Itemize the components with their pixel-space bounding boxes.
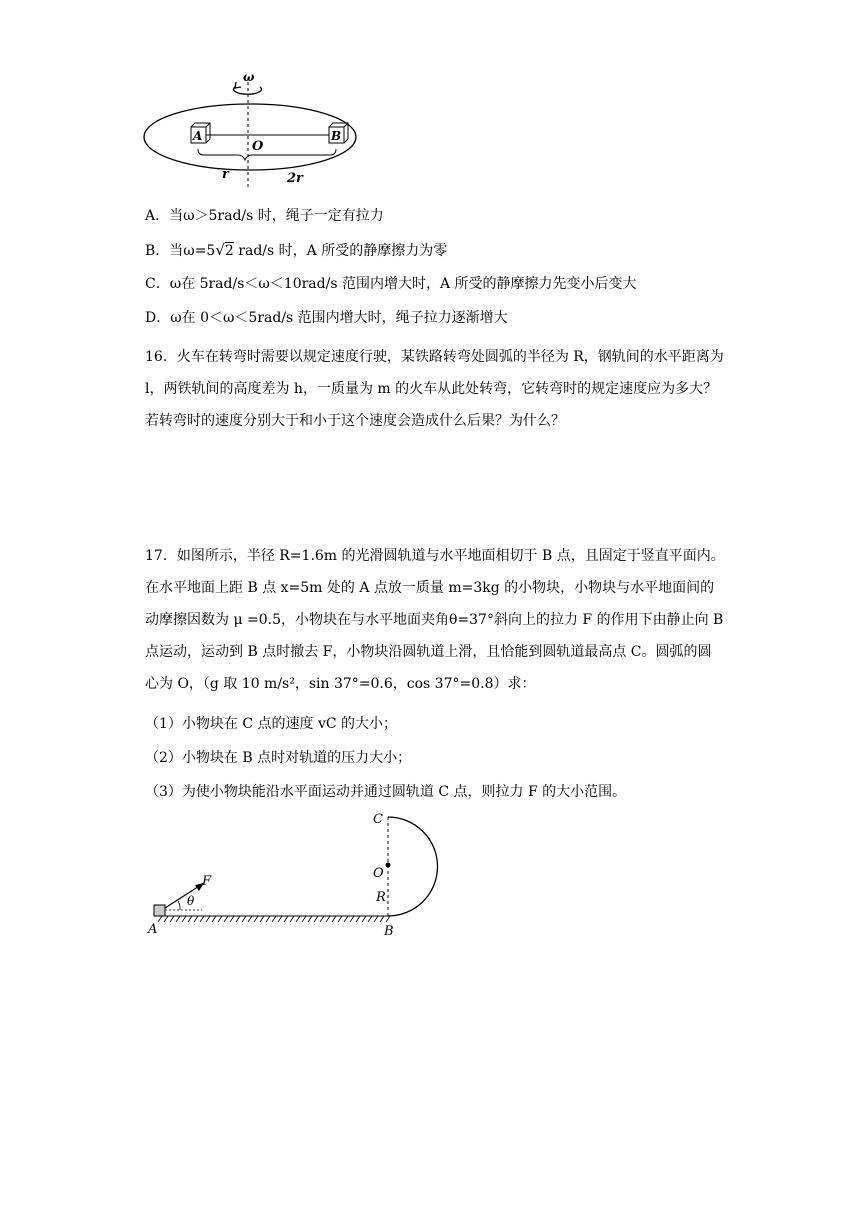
right-distance-label: 2r bbox=[287, 171, 303, 186]
point-c-label: C bbox=[373, 812, 383, 827]
semicircle-track bbox=[388, 817, 438, 916]
question-17-part-2: （2）小物块在 B 点时对轨道的压力大小； bbox=[145, 750, 412, 766]
block-a-label: A bbox=[193, 129, 203, 143]
option-d: D．ω在 0＜ω＜5rad/s 范围内增大时，绳子拉力逐渐增大 bbox=[145, 310, 508, 326]
ground-hatching bbox=[158, 916, 390, 922]
option-a: A．当ω＞5rad/s 时，绳子一定有拉力 bbox=[145, 208, 384, 224]
option-b-suffix: rad/s 时，A 所受的静摩擦力为零 bbox=[233, 243, 448, 259]
sqrt-sign: √ bbox=[215, 241, 225, 259]
point-b-label: B bbox=[384, 924, 394, 939]
left-distance-label: r bbox=[222, 167, 229, 182]
radius-label: R bbox=[376, 890, 386, 905]
option-c: C．ω在 5rad/s＜ω＜10rad/s 范围内增大时，A 所受的静摩擦力先变小后变大 bbox=[145, 276, 637, 292]
center-o-label: O bbox=[252, 139, 264, 154]
question-17-part-1: （1）小物块在 C 点的速度 vC 的大小； bbox=[145, 716, 398, 732]
question-17-part-3: （3）为使小物块能沿水平面运动并通过圆轨道 C 点，则拉力 F 的大小范围。 bbox=[145, 784, 627, 800]
center-o-label-2: O bbox=[373, 866, 384, 881]
option-b bbox=[145, 240, 447, 261]
brace-2r bbox=[252, 149, 336, 155]
theta-label: θ bbox=[187, 894, 195, 908]
option-b-prefix: B．当ω=5 bbox=[145, 243, 216, 259]
brace-r bbox=[198, 149, 252, 160]
block-b-label: B bbox=[331, 129, 342, 143]
sqrt-argument: 2 bbox=[224, 243, 234, 259]
point-a-label: A bbox=[148, 922, 158, 937]
circular-track-figure bbox=[140, 805, 460, 945]
omega-label: ω bbox=[243, 70, 255, 84]
block-a bbox=[191, 123, 210, 143]
question-17: 17．如图所示，半径 R=1.6m 的光滑圆轨道与水平地面相切于 B 点，且固定于竖直平面内。在水平地面上距 B 点 x=5m 处的 A 点放一质量 m=3kg 的小物块，小物块与水平地面间的动摩擦因数为 μ =0.5，小物块在与水平地面夹角θ=37°斜向上的拉力 F 的作用下由静止向 B 点运动，运动到 B 点时撤去 F，小物块沿圆轨道上滑，且恰能到圆轨道最高点 C。圆弧的圆心为 O，（g 取 10 m/s²，sin 37°=0.6，cos 37°=0.8）求： bbox=[145, 548, 725, 692]
disk bbox=[144, 104, 356, 170]
small-block bbox=[154, 905, 165, 916]
block-b bbox=[329, 123, 348, 143]
rotating-disk-figure bbox=[140, 65, 380, 195]
force-label: F bbox=[202, 874, 212, 889]
question-16: 16．火车在转弯时需要以规定速度行驶，某铁路转弯处圆弧的半径为 R，钢轨间的水平距离为 l，两铁轨间的高度差为 h，一质量为 m 的火车从此处转弯，它转弯时的规定速度应为多大？若转弯时的速度分别大于和小于这个速度会造成什么后果？为什么？ bbox=[145, 349, 724, 429]
center-point bbox=[386, 863, 391, 868]
